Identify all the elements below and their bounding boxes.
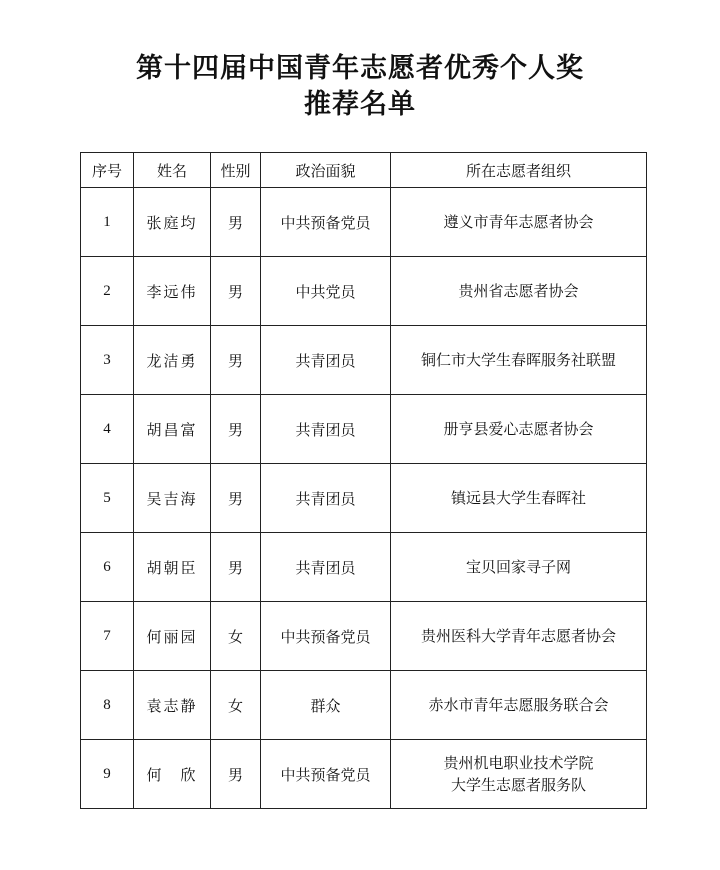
organization-line: 遵义市青年志愿者协会 bbox=[443, 213, 594, 231]
header-index: 序号 bbox=[81, 153, 134, 188]
organization-line: 大学生志愿者服务队 bbox=[450, 776, 586, 794]
cell-gender: 女 bbox=[211, 671, 261, 740]
table-row bbox=[81, 602, 647, 671]
organization-line: 贵州医科大学青年志愿者协会 bbox=[420, 627, 616, 645]
cell-index: 6 bbox=[81, 533, 134, 602]
cell-political-status: 共青团员 bbox=[261, 326, 391, 395]
table-row bbox=[81, 257, 647, 326]
cell-gender: 男 bbox=[211, 395, 261, 464]
cell-gender: 男 bbox=[211, 188, 261, 257]
document-subtitle: 推荐名单 bbox=[304, 89, 416, 120]
organization-line: 镇远县大学生春晖社 bbox=[450, 489, 586, 507]
header-gender: 性别 bbox=[211, 153, 261, 188]
organization-line: 贵州省志愿者协会 bbox=[458, 282, 579, 300]
cell-gender: 男 bbox=[211, 740, 261, 809]
cell-organization bbox=[391, 326, 647, 395]
cell-name: 胡朝臣 bbox=[134, 533, 211, 602]
cell-name: 胡昌富 bbox=[134, 395, 211, 464]
cell-gender: 男 bbox=[211, 257, 261, 326]
cell-name: 袁志静 bbox=[134, 671, 211, 740]
organization-line: 宝贝回家寻子网 bbox=[465, 558, 571, 576]
cell-political-status: 中共预备党员 bbox=[261, 188, 391, 257]
cell-organization bbox=[391, 257, 647, 326]
cell-gender: 男 bbox=[211, 464, 261, 533]
table-row bbox=[81, 464, 647, 533]
cell-index: 2 bbox=[81, 257, 134, 326]
cell-index: 9 bbox=[81, 740, 134, 809]
table-row bbox=[81, 533, 647, 602]
organization-line: 赤水市青年志愿服务联合会 bbox=[428, 696, 609, 714]
cell-name: 何丽园 bbox=[134, 602, 211, 671]
organization-line: 贵州机电职业技术学院 bbox=[443, 754, 594, 772]
document-title: 第十四届中国青年志愿者优秀个人奖 bbox=[136, 53, 584, 84]
cell-political-status: 共青团员 bbox=[261, 464, 391, 533]
cell-organization bbox=[391, 740, 647, 809]
cell-index: 7 bbox=[81, 602, 134, 671]
cell-gender: 男 bbox=[211, 326, 261, 395]
organization-line: 册亨县爱心志愿者协会 bbox=[443, 420, 594, 438]
cell-political-status: 中共党员 bbox=[261, 257, 391, 326]
cell-index: 8 bbox=[81, 671, 134, 740]
table-row bbox=[81, 188, 647, 257]
header-political-status: 政治面貌 bbox=[261, 153, 391, 188]
table-row bbox=[81, 671, 647, 740]
cell-index: 3 bbox=[81, 326, 134, 395]
cell-index: 1 bbox=[81, 188, 134, 257]
cell-organization bbox=[391, 188, 647, 257]
cell-organization bbox=[391, 671, 647, 740]
nominee-table bbox=[80, 152, 647, 809]
cell-organization bbox=[391, 602, 647, 671]
cell-political-status: 共青团员 bbox=[261, 395, 391, 464]
cell-index: 5 bbox=[81, 464, 134, 533]
header-organization: 所在志愿者组织 bbox=[391, 153, 647, 188]
cell-name: 李远伟 bbox=[134, 257, 211, 326]
table-body bbox=[81, 188, 647, 809]
cell-political-status: 群众 bbox=[261, 671, 391, 740]
table-row bbox=[81, 740, 647, 809]
table-row bbox=[81, 326, 647, 395]
cell-organization bbox=[391, 533, 647, 602]
cell-name: 龙洁勇 bbox=[134, 326, 211, 395]
cell-political-status: 中共预备党员 bbox=[261, 602, 391, 671]
cell-political-status: 中共预备党员 bbox=[261, 740, 391, 809]
table-header-row bbox=[81, 153, 647, 188]
cell-name: 何 欣 bbox=[134, 740, 211, 809]
cell-organization bbox=[391, 395, 647, 464]
cell-index: 4 bbox=[81, 395, 134, 464]
cell-name: 吴吉海 bbox=[134, 464, 211, 533]
organization-line: 铜仁市大学生春晖服务社联盟 bbox=[420, 351, 616, 369]
cell-gender: 女 bbox=[211, 602, 261, 671]
table-row bbox=[81, 395, 647, 464]
cell-name: 张庭均 bbox=[134, 188, 211, 257]
cell-organization bbox=[391, 464, 647, 533]
header-name: 姓名 bbox=[134, 153, 211, 188]
cell-political-status: 共青团员 bbox=[261, 533, 391, 602]
cell-gender: 男 bbox=[211, 533, 261, 602]
